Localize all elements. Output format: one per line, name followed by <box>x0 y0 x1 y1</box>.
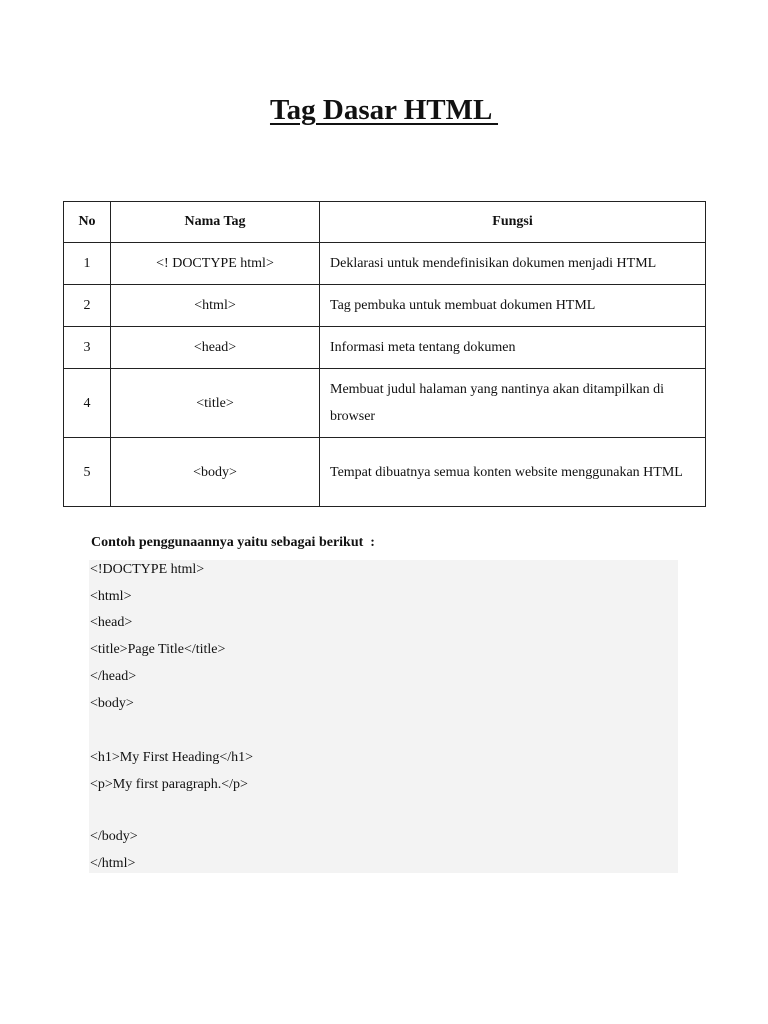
table-row <box>64 243 706 285</box>
cell-no: 3 <box>64 327 111 369</box>
table-row <box>64 327 706 369</box>
table-row <box>64 285 706 327</box>
code-line: <!DOCTYPE html> <box>90 562 205 577</box>
cell-tag: <! DOCTYPE html> <box>111 243 320 285</box>
code-line: <body> <box>90 696 134 711</box>
cell-fungsi: Tag pembuka untuk membuat dokumen HTML <box>320 285 706 327</box>
cell-tag: <body> <box>111 438 320 507</box>
code-line: <h1>My First Heading</h1> <box>90 750 254 765</box>
code-line: <html> <box>90 589 132 604</box>
cell-no: 5 <box>64 438 111 507</box>
example-heading: Contoh penggunaannya yaitu sebagai berikut : <box>91 535 375 550</box>
code-line: </html> <box>90 856 136 871</box>
cell-no: 2 <box>64 285 111 327</box>
table-header-row <box>64 202 706 243</box>
cell-tag: <html> <box>111 285 320 327</box>
cell-fungsi: Informasi meta tentang dokumen <box>320 327 706 369</box>
cell-tag: <title> <box>111 369 320 438</box>
header-no: No <box>64 202 111 243</box>
code-line: </head> <box>90 669 137 684</box>
code-example-block <box>89 560 678 873</box>
cell-fungsi: Deklarasi untuk mendefinisikan dokumen menjadi HTML <box>320 243 706 285</box>
html-tags-table <box>63 201 706 507</box>
cell-fungsi: Membuat judul halaman yang nantinya akan ditampilkan di browser <box>320 369 706 438</box>
header-nama-tag: Nama Tag <box>111 202 320 243</box>
cell-tag: <head> <box>111 327 320 369</box>
cell-fungsi: Tempat dibuatnya semua konten website menggunakan HTML <box>320 438 706 507</box>
code-line: <title>Page Title</title> <box>90 642 226 657</box>
table-row <box>64 438 706 507</box>
code-line: <p>My first paragraph.</p> <box>90 777 248 792</box>
cell-no: 1 <box>64 243 111 285</box>
header-fungsi: Fungsi <box>320 202 706 243</box>
code-line: <head> <box>90 615 133 630</box>
table-row <box>64 369 706 438</box>
page-title: Tag Dasar HTML <box>269 94 499 126</box>
code-line: </body> <box>90 829 138 844</box>
cell-no: 4 <box>64 369 111 438</box>
